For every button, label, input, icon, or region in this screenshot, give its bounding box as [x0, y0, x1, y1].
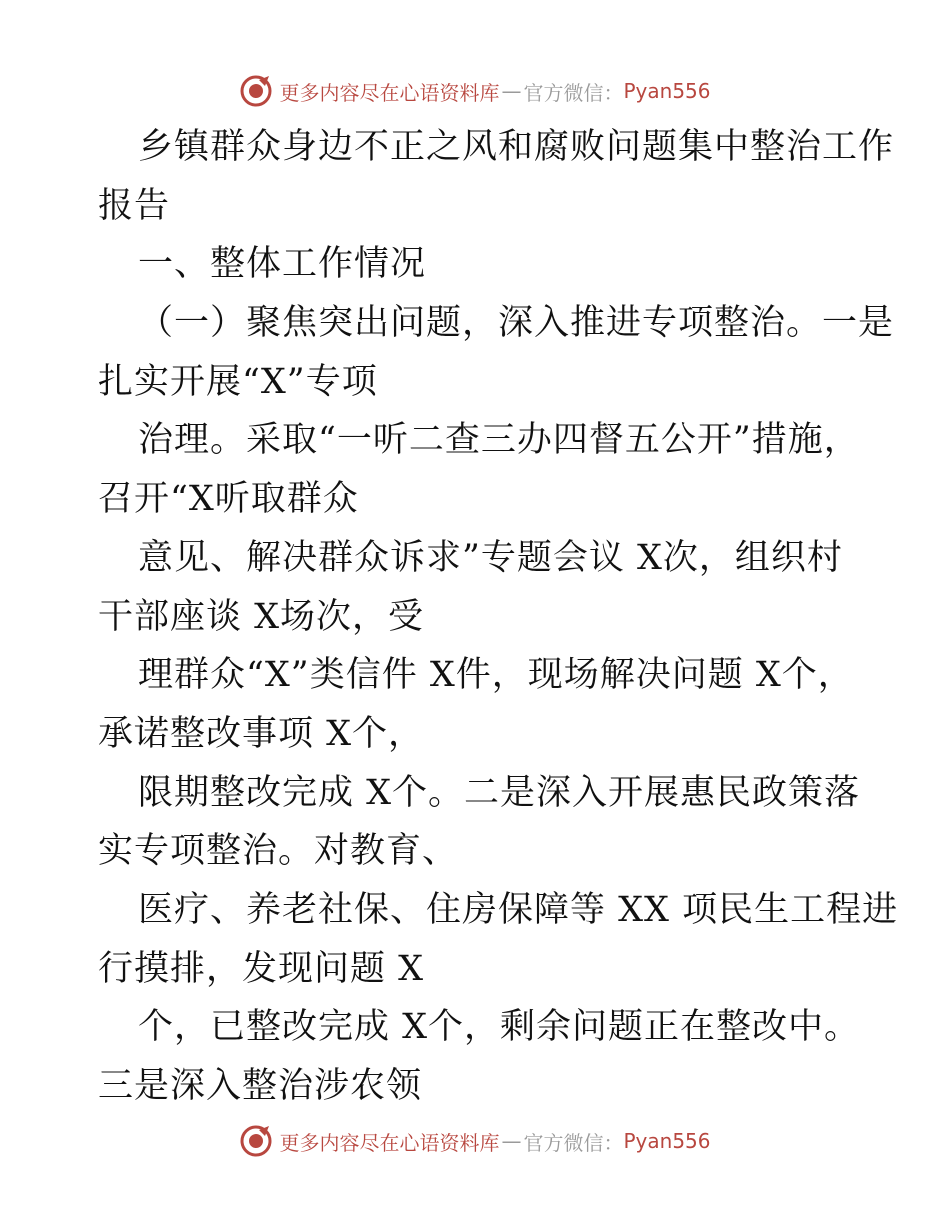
pen-logo-icon [239, 74, 273, 108]
text-line: （一）聚焦突出问题，深入推进专项整治。一是 [138, 303, 895, 344]
text-line: 召开“X听取群众 [98, 479, 359, 520]
text-line: 报告 [98, 185, 171, 226]
text-line: 行摸排，发现问题 X [98, 948, 425, 989]
watermark-label: 官方微信： [523, 1130, 624, 1155]
watermark-separator: — [501, 79, 522, 103]
watermark-id: Pyan556 [623, 1129, 711, 1153]
document-body [98, 118, 899, 1116]
watermark-site-text: 更多内容尽在心语资料库 [279, 80, 500, 105]
watermark-site-text: 更多内容尽在心语资料库 [279, 1130, 500, 1155]
watermark-id: Pyan556 [623, 79, 711, 103]
text-line: 治理。采取“一听二查三办四督五公开”措施， [138, 420, 860, 461]
text-line: 承诺整改事项 X个， [98, 713, 425, 754]
text-line: 三是深入整治涉农领 [98, 1066, 423, 1106]
text-line: 一、整体工作情况 [138, 244, 427, 285]
text-line: 个，已整改完成 X个，剩余问题正在整改中。 [138, 1007, 861, 1048]
text-line: 扎实开展“X”专项 [98, 361, 378, 402]
watermark-label: 官方微信： [523, 80, 624, 105]
text-line: 乡镇群众身边不正之风和腐败问题集中整治工作 [138, 127, 895, 167]
text-line: 医疗、养老社保、住房保障等 XX 项民生工程进 [138, 889, 899, 930]
text-line: 实专项整治。对教育、 [98, 831, 459, 872]
text-line: 干部座谈 X场次，受 [98, 596, 425, 637]
pen-logo-icon [239, 1124, 273, 1158]
text-line: 理群众“X”类信件 X件，现场解决问题 X个， [138, 655, 854, 696]
watermark-separator: — [501, 1129, 522, 1153]
footer-watermark [0, 1124, 950, 1158]
text-line: 意见、解决群众诉求”专题会议 X次，组织村 [138, 537, 843, 578]
text-line: 限期整改完成 X个。二是深入开展惠民政策落 [138, 772, 861, 813]
header-watermark [0, 74, 950, 108]
